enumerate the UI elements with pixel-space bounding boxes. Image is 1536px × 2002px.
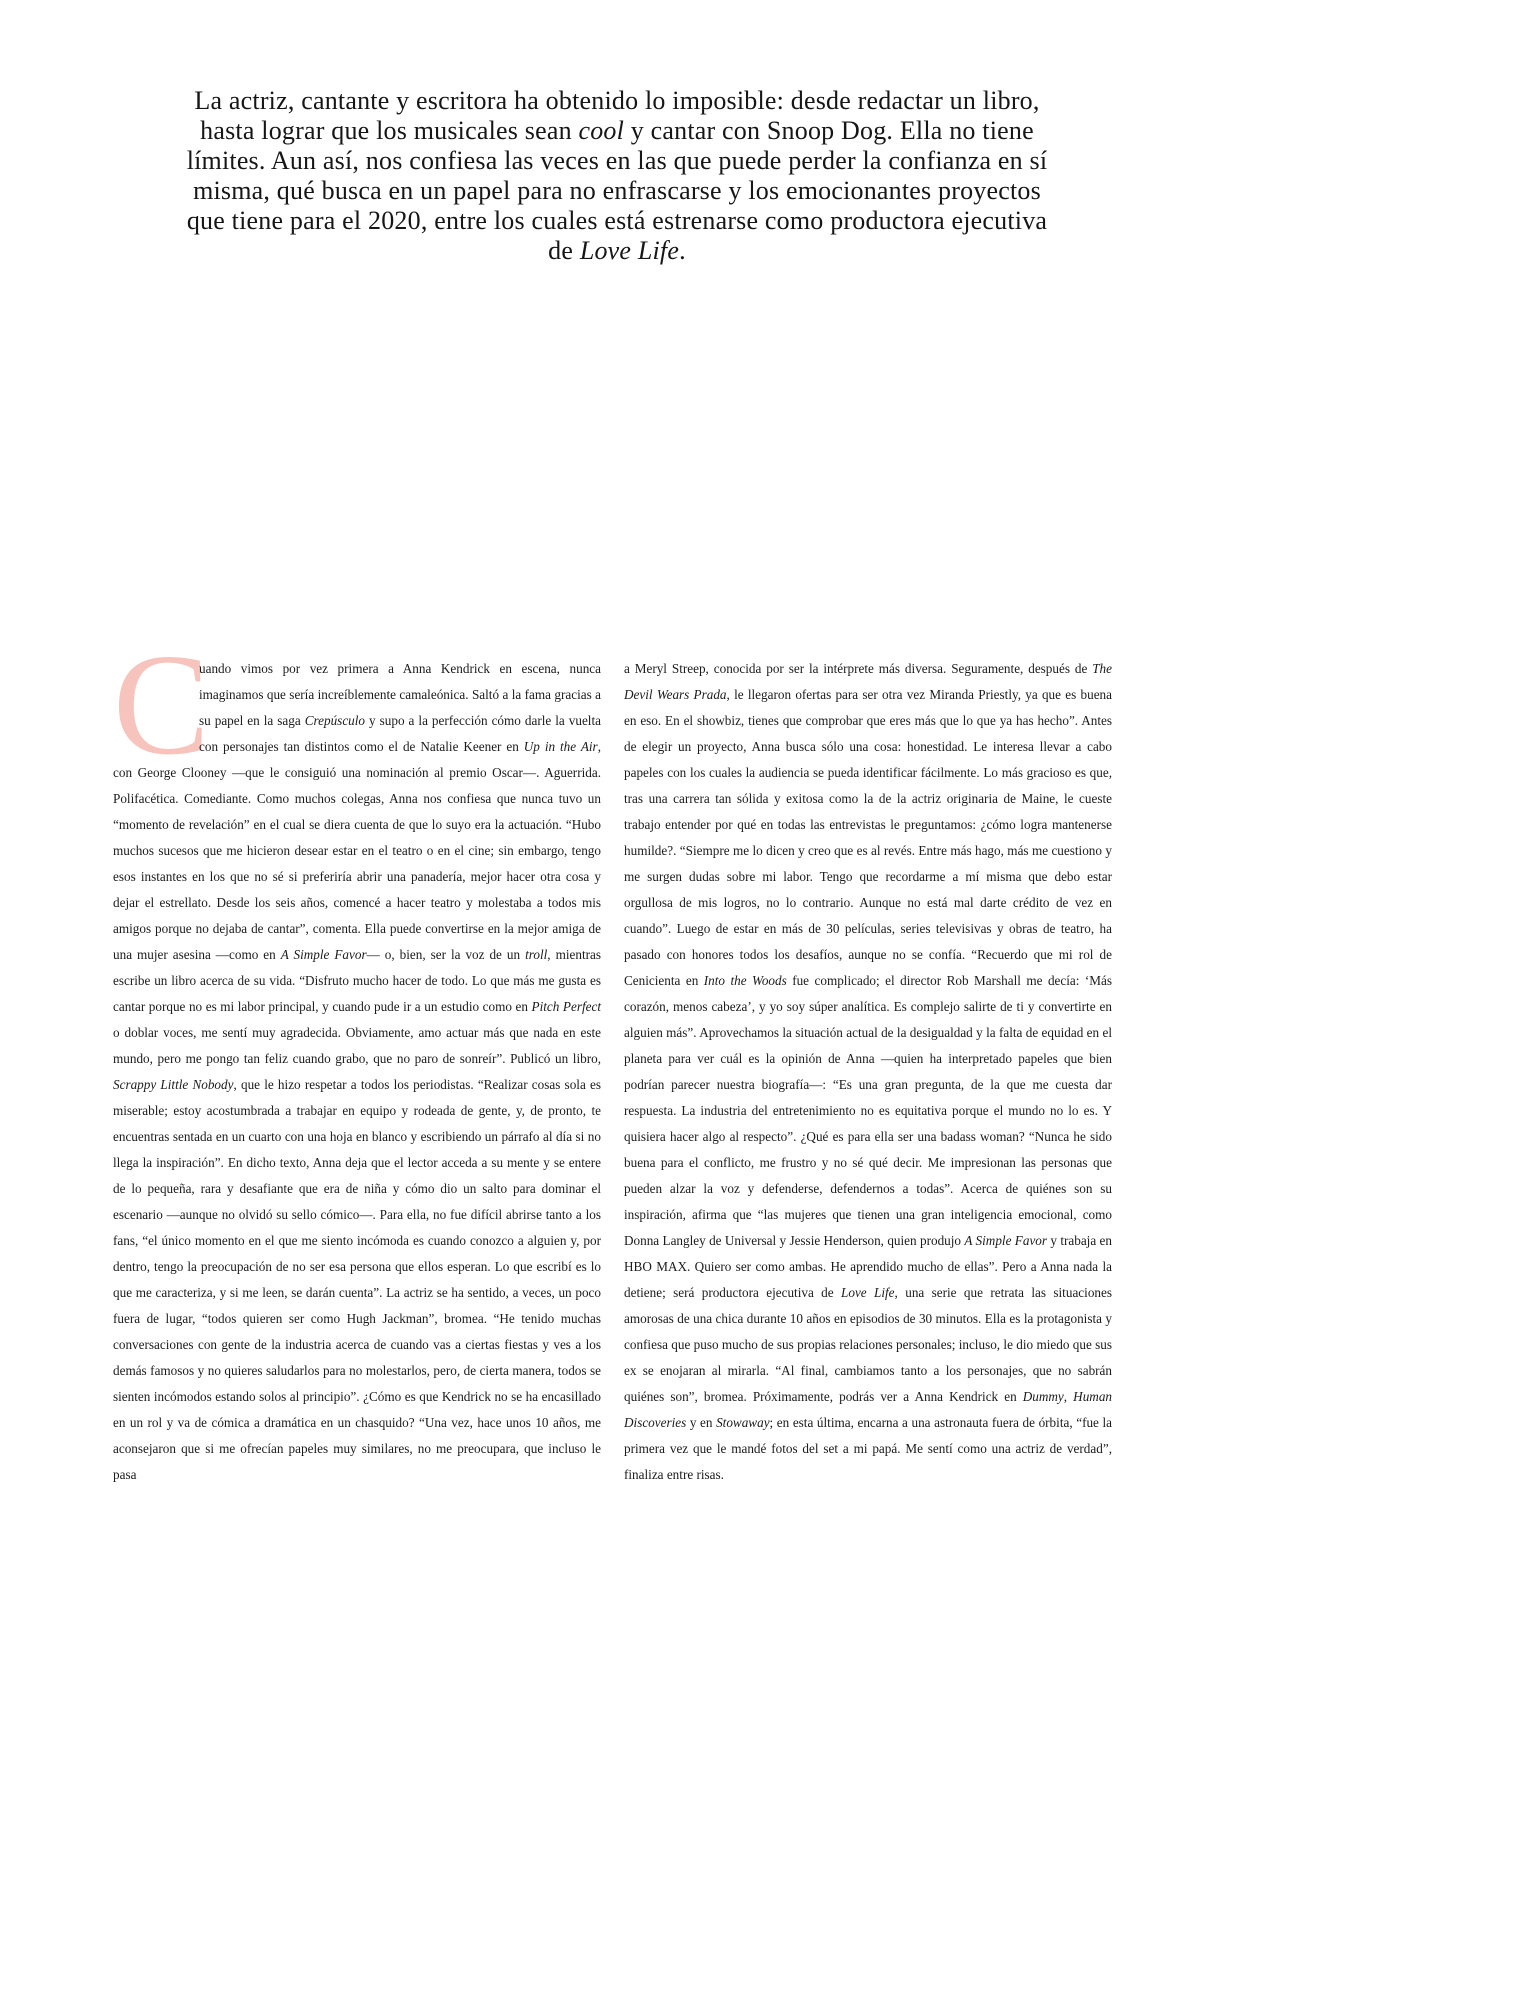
column-left-text: uando vimos por vez primera a Anna Kendrick en escena, nunca imaginamos que sería increíblemente camaleónica. Saltó a la fama gracias a su papel en la saga Crepúsculo y supo a la perfección cómo darle la vuelta con personajes tan distintos como el de Natalie Keener en Up in the Air, con George Clooney —que le consiguió una nominación al premio Oscar—. Aguerrida. Polifacética. Comediante. Como muchos colegas, Anna nos confiesa que nunca tuvo un “momento de revelación” en el cual se diera cuenta de que lo suyo era la actuación. “Hubo muchos sucesos que me hicieron desear estar en el teatro o en el cine; sin embargo, tengo esos instantes en los que no sé si preferiría abrir una panadería, mejor hacer otra cosa y dejar el estrellato. Desde los seis años, comencé a hacer teatro y molestaba a todos mis amigos porque no dejaba de cantar”, comenta. Ella puede convertirse en la mejor amiga de una mujer asesina —como en A Simple Favor— o, bien, ser la voz de un troll, mientras escribe un libro acerca de su vida. “Disfruto mucho hacer de todo. Lo que más me gusta es cantar porque no es mi labor principal, y cuando pude ir a un estudio como en Pitch Perfect o doblar voces, me sentí muy agradecida. Obviamente, amo actuar más que nada en este mundo, pero me pongo tan feliz cuando grabo, que no paro de sonreír”. Publicó un libro, Scrappy Little Nobody, que le hizo respetar a todos los periodistas. “Realizar cosas sola es miserable; estoy acostumbrada a trabajar en equipo y rodeada de gente, y, de pronto, te encuentras sentada en un cuarto con una hoja en blanco y escribiendo un párrafo al día si no llega la inspiración”. En dicho texto, Anna deja que el lector acceda a su mente y se entere de lo pequeña, rara y desafiante que era de niña y cómo dio un salto para dominar el escenario —aunque no olvidó su sello cómico—. Para ella, no fue difícil abrirse tanto a los fans, “el único momento en el que me siento incómoda es cuando conozco a alguien y, por dentro, tengo la preocupación de no ser esa persona que ellos esperan. Lo que escribí es lo que me caracteriza, y si me leen, se darán cuenta”. La actriz se ha sentido, a veces, un poco fuera de lugar, “todos quieren ser como Hugh Jackman”, bromea. “He tenido muchas conversaciones con gente de la industria acerca de cuando vas a ciertas fiestas y ves a los demás famosos y no quieres saludarlos para no molestarlos, pero, de cierta manera, todos se sienten incómodos estando solos al principio”. ¿Cómo es que Kendrick no se ha encasillado en un rol y va de cómica a dramática en un chasquido? “Una vez, hace unos 10 años, me aconsejaron que si me ofrecían papeles muy similares, no me preocupara, que incluso le pasa — [113, 661, 602, 1482]
intro-deck: La actriz, cantante y escritora ha obtenido lo imposible: desde redactar un libro, hasta lograr que los musicales sean cool y cantar con Snoop Dog. Ella no tiene límites. Aun así, nos confiesa las veces en las que puede perder la confianza en sí misma, qué busca en un papel para no enfrascarse y los emocionantes proyectos que tiene para el 2020, entre los cuales está estrenarse como productora ejecutiva de Love Life. — [186, 86, 1048, 265]
drop-cap: C — [113, 625, 210, 785]
article-column-left — [113, 625, 602, 1488]
article-column-right: a Meryl Streep, conocida por ser la intérprete más diversa. Seguramente, después de The Devil Wears Prada, le llegaron ofertas para ser otra vez Miranda Priestly, ya que es buena en eso. En el showbiz, tienes que comprobar que eres más que lo que ya has hecho”. Antes de elegir un proyecto, Anna busca sólo una cosa: honestidad. Le interesa llevar a cabo papeles con los cuales la audiencia se pueda identificar fácilmente. Lo más gracioso es que, tras una carrera tan sólida y exitosa como la de la actriz originaria de Maine, le cueste trabajo entender por qué en todas las entrevistas le preguntamos: ¿cómo logra mantenerse humilde?. “Siempre me lo dicen y creo que es al revés. Entre más hago, más me cuestiono y me surgen dudas sobre mi labor. Tengo que recordarme a mí misma que debo estar orgullosa de mis logros, no lo contrario. Aunque no está mal darte crédito de vez en cuando”. Luego de estar en más de 30 películas, series televisivas y obras de teatro, ha pasado con honores todos los desafíos, aunque no se confía. “Recuerdo que mi rol de Cenicienta en Into the Woods fue complicado; el director Rob Marshall me decía: ‘Más corazón, menos cabeza’, y yo soy súper analítica. Es complejo salirte de ti y convertirte en alguien más”. Aprovechamos la situación actual de la desigualdad y la falta de equidad en el planeta para ver cuál es la opinión de Anna —quien ha interpretado papeles que bien podrían parecer nuestra biografía—: “Es una gran pregunta, de la que me cuesta dar respuesta. La industria del entretenimiento no es equitativa porque el mundo no lo es. Y quisiera hacer algo al respecto”. ¿Qué es para ella ser una badass woman? “Nunca he sido buena para el conflicto, me frustro y no sé qué decir. Me impresionan las personas que pueden alzar la voz y defenderse, defendernos a todas”. Acerca de quiénes son su inspiración, afirma que “las mujeres que tienen una gran inteligencia emocional, como Donna Langley de Universal y Jessie Henderson, quien produjo A Simple Favor y trabaja en HBO MAX. Quiero ser como ambas. He aprendido mucho de ellas”. Pero a Anna nada la detiene; será productora ejecutiva de Love Life, una serie que retrata las situaciones amorosas de una chica durante 10 años en episodios de 30 minutos. Ella es la protagonista y confiesa que puso mucho de sus propias relaciones personales; incluso, le dio miedo que sus ex se enojaran al mirarla. “Al final, cambiamos tanto a los personajes, que no sabrán quiénes son”, bromea. Próximamente, podrás ver a Anna Kendrick en Dummy, Human Discoveries y en Stowaway; en esta última, encarna a una astronauta fuera de órbita, “fue la primera vez que le mandé fotos del set a mi papá. Me sentí como una actriz de verdad”, finaliza entre risas. — [624, 661, 1113, 1482]
article-body — [113, 625, 1113, 1488]
